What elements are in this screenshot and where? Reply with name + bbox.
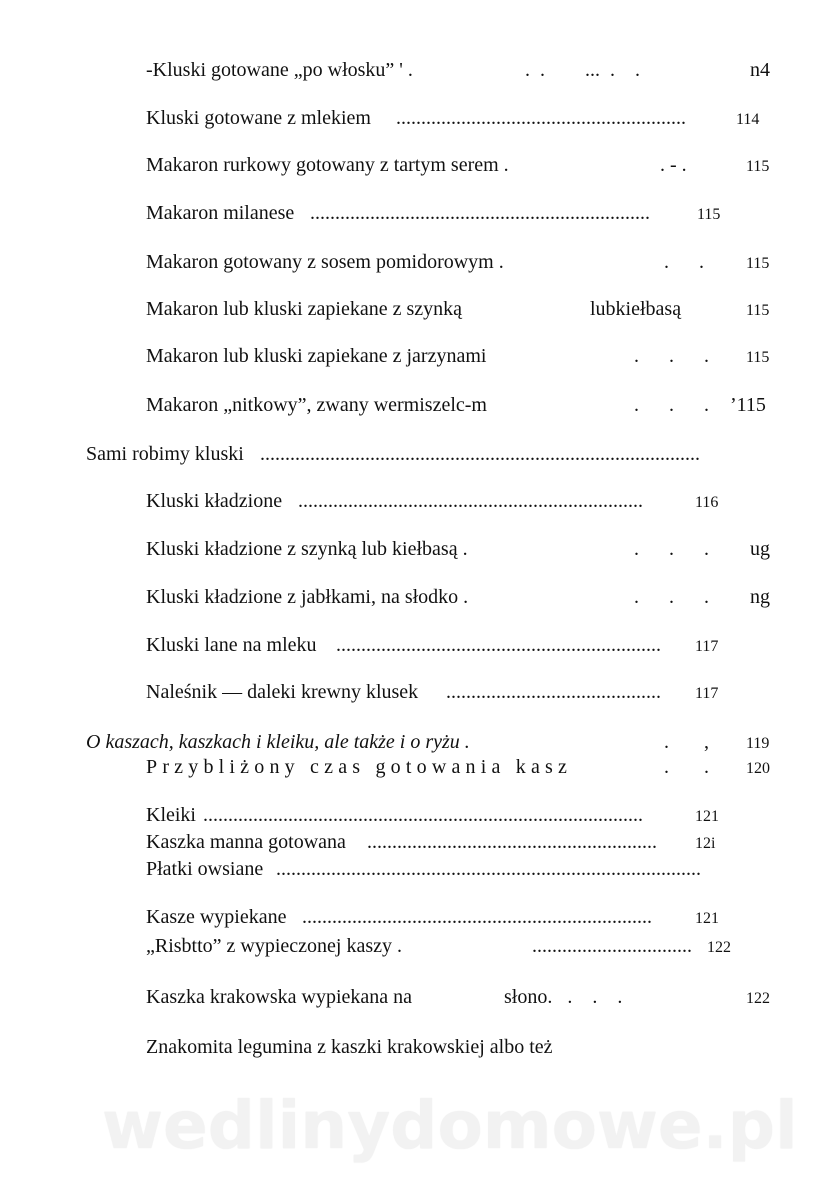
toc-entry-page: ’115 xyxy=(730,394,766,416)
toc-entry-title: Kluski kładzione xyxy=(146,490,283,512)
toc-entry-leader: . . xyxy=(664,251,704,273)
toc-entry-leader: ........................................... xyxy=(446,681,661,703)
toc-entry-title: Przybliżony czas gotowania kasz xyxy=(146,756,573,778)
toc-entry-leader: . . xyxy=(664,756,709,778)
toc-entry-leader: ........................................................................................ xyxy=(260,443,700,465)
toc-entry-title: Kaszka krakowska wypiekana na xyxy=(146,986,413,1008)
toc-entry-leader: ..................................................................................... xyxy=(276,858,701,880)
toc-entry-title: Kasze wypiekane xyxy=(146,906,287,928)
toc-entry-page: 115 xyxy=(746,302,770,319)
toc-entry-page: ng xyxy=(750,586,770,608)
toc-entry-title: Kleiki xyxy=(146,804,196,826)
toc-entry-page: 122 xyxy=(707,939,731,956)
toc-entry-title: Makaron rurkowy gotowany z tartym serem . xyxy=(146,154,509,176)
toc-entry-leader: ................................ xyxy=(532,935,692,957)
toc-entry-leader: ..................................................................... xyxy=(298,490,643,512)
toc-entry-leader: . . . xyxy=(634,538,709,560)
toc-entry-leader: .......................................................... xyxy=(396,107,686,129)
toc-entry-page: n4 xyxy=(750,59,770,81)
toc-entry-leader: . . . xyxy=(634,394,709,416)
toc-entry-title: Makaron „nitkowy”, zwany wermiszelc-m xyxy=(146,394,487,416)
toc-entry-title: Kluski lane na mleku xyxy=(146,634,317,656)
toc-section-title: Sami robimy kluski xyxy=(86,443,244,465)
toc-entry-page: 115 xyxy=(746,158,770,175)
toc-entry-page: ug xyxy=(750,538,770,560)
toc-entry-title: Kluski kładzione z jabłkami, na słodko . xyxy=(146,586,469,608)
toc-entry-page: 116 xyxy=(695,494,719,511)
toc-entry-page: 115 xyxy=(746,255,770,272)
toc-entry-title: Makaron lub kluski zapiekane z jarzynami xyxy=(146,345,487,367)
toc-entry-leader: . . . xyxy=(634,345,709,367)
toc-entry-page: 115 xyxy=(697,206,721,223)
toc-entry-title: -Kluski gotowane „po włosku” ' . xyxy=(146,59,413,81)
toc-entry-page: 119 xyxy=(746,735,770,752)
toc-entry-page: 120 xyxy=(746,760,770,777)
toc-entry-title: Makaron lub kluski zapiekane z szynką xyxy=(146,298,463,320)
toc-entry-title: Naleśnik — daleki krewny klusek xyxy=(146,681,419,703)
toc-entry-leader: słono. . . . xyxy=(504,986,623,1008)
toc-entry-page: 122 xyxy=(746,990,770,1007)
toc-entry-page: 121 xyxy=(695,910,719,927)
toc-entry-page: 121 xyxy=(695,808,719,825)
toc-entry-leader: ................................................................. xyxy=(336,634,661,656)
toc-entry-page: 114 xyxy=(736,111,760,128)
toc-entry-leader: . , xyxy=(664,731,709,753)
toc-entry-title: Makaron milanese xyxy=(146,202,295,224)
toc-entry-title: Kluski gotowane z mlekiem xyxy=(146,107,371,129)
toc-entry-leader: . . . xyxy=(634,586,709,608)
toc-entry-title: Znakomita legumina z kaszki krakowskiej albo też xyxy=(146,1036,553,1058)
toc-entry-page: 117 xyxy=(695,685,719,702)
toc-entry-title: Makaron gotowany z sosem pomidorowym . xyxy=(146,251,504,273)
toc-section-title: O kaszach, kaszkach i kleiku, ale także i o ryżu . xyxy=(86,731,470,753)
toc-entry-leader: ........................................................................................ xyxy=(203,804,643,826)
toc-entry-leader: . - . xyxy=(660,154,687,176)
toc-entry-leader: .......................................................... xyxy=(367,831,657,853)
toc-entry-page: 115 xyxy=(746,349,770,366)
toc-entry-title: „Risbtto” z wypieczonej kaszy . xyxy=(146,935,403,957)
toc-entry-title: Kaszka manna gotowana xyxy=(146,831,346,853)
toc-entry-leader: . . ... . . xyxy=(525,59,640,81)
watermark: wedlinydomowe.pl xyxy=(102,1087,798,1164)
toc-entry-leader: ...................................................................... xyxy=(302,906,652,928)
toc-entry-page: 117 xyxy=(695,638,719,655)
toc-entry-title: Płatki owsiane xyxy=(146,858,264,880)
toc-entry-page: 12i xyxy=(695,835,716,852)
toc-entry-title: Kluski kładzione z szynką lub kiełbasą . xyxy=(146,538,468,560)
toc-entry-leader: .................................................................... xyxy=(310,202,650,224)
toc-entry-leader: lubkiełbasą xyxy=(590,298,682,320)
